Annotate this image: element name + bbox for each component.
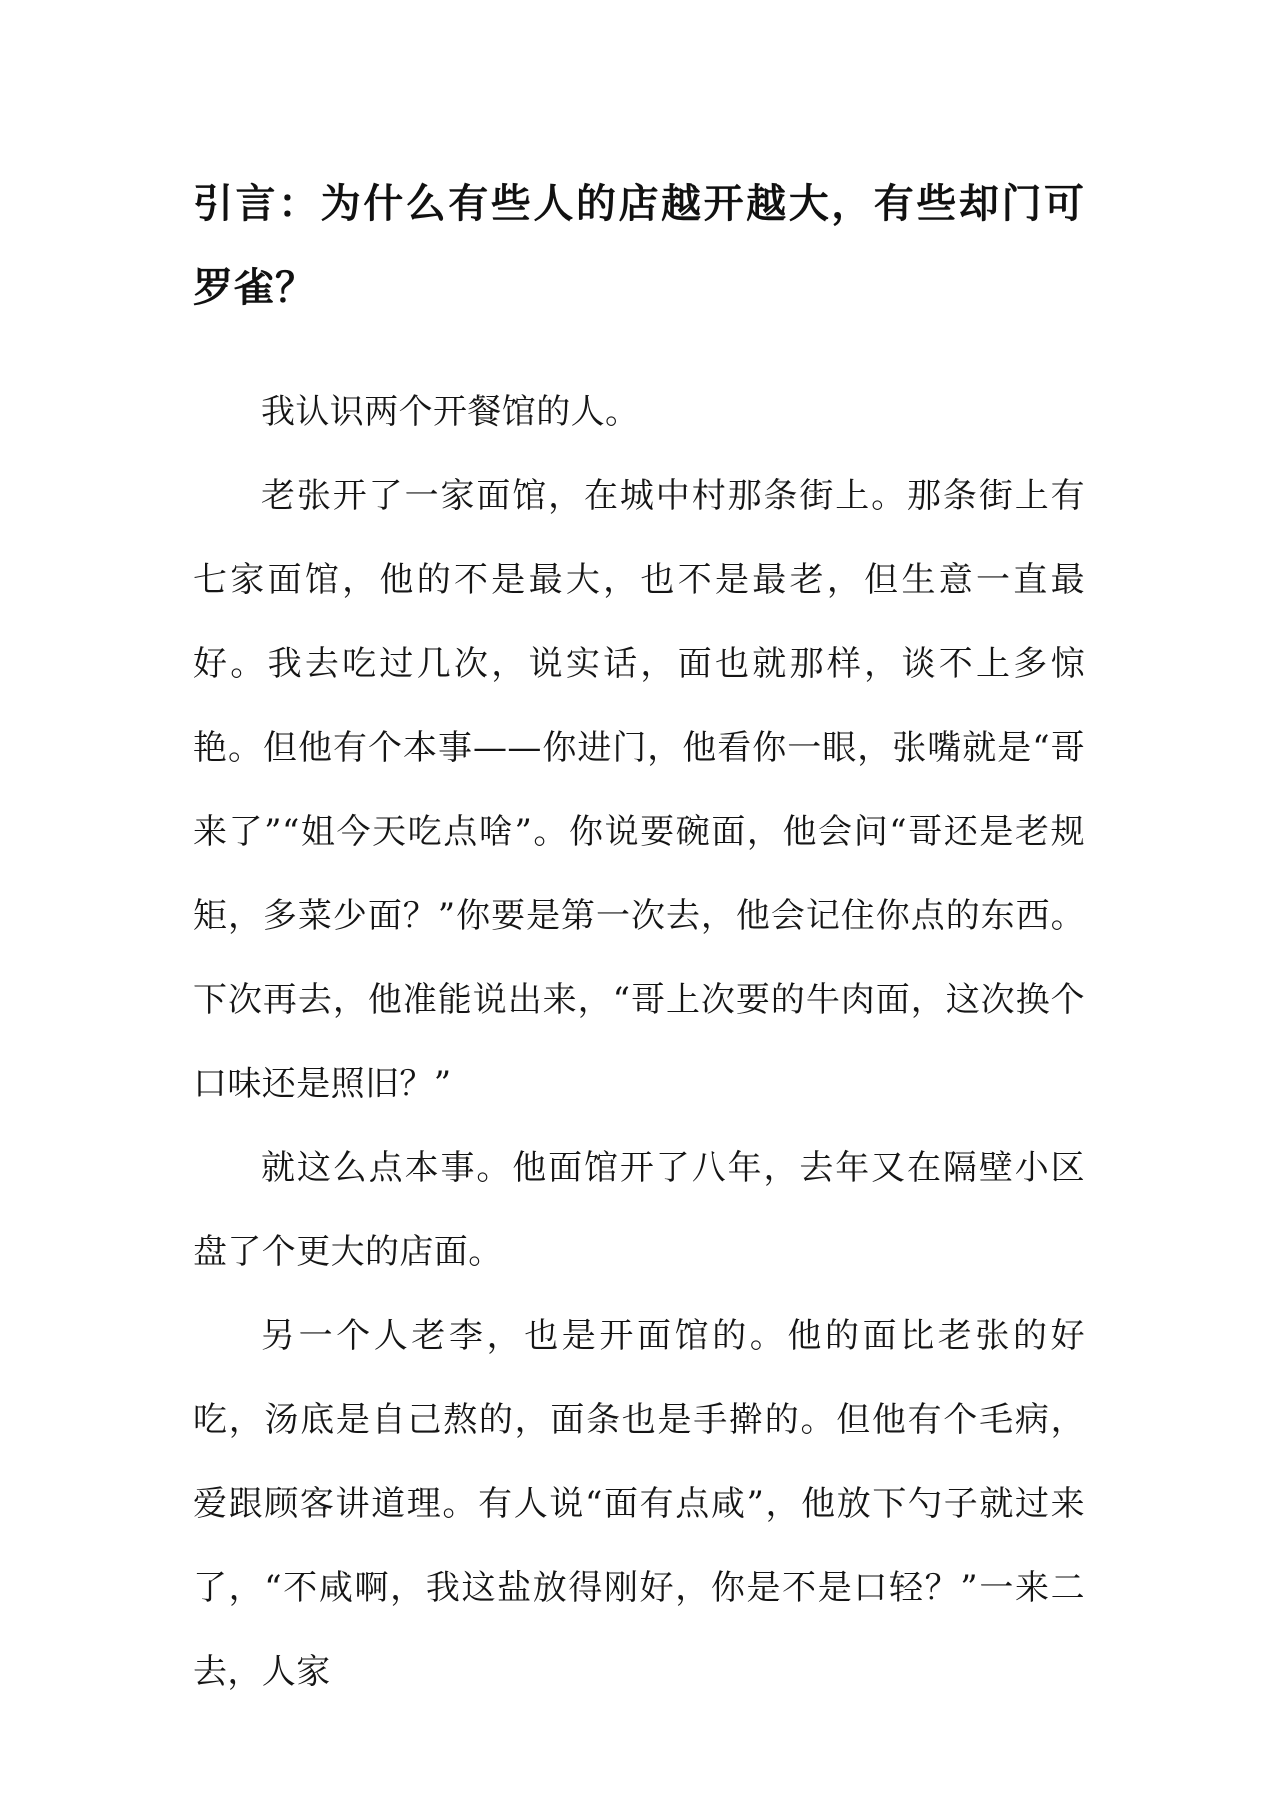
paragraph-3: 就这么点本事。他面馆开了八年，去年又在隔壁小区盘了个更大的店面。: [193, 1148, 1085, 1272]
paragraph-4: 另一个人老李，也是开面馆的。他的面比老张的好吃，汤底是自己熬的，面条也是手擀的。但他有个毛病，爱跟顾客讲道理。有人说“面有点咸”，他放下勺子就过来了，“不咸啊，我这盐放得刚好，你是不是口轻？”一来二去，人家: [193, 1316, 1085, 1692]
document-body: [193, 162, 1085, 1714]
document-title: 引言：为什么有些人的店越开越大，有些却门可罗雀？: [193, 181, 1085, 311]
paragraph-1: 我认识两个开餐馆的人。: [261, 392, 640, 432]
paragraph-2: 老张开了一家面馆，在城中村那条街上。那条街上有七家面馆，他的不是最大，也不是最老，但生意一直最好。我去吃过几次，说实话，面也就那样，谈不上多惊艳。但他有个本事——你进门，他看你一眼，张嘴就是“哥来了”“姐今天吃点啥”。你说要碗面，他会问“哥还是老规矩，多菜少面？”你要是第一次去，他会记住你点的东西。下次再去，他准能说出来，“哥上次要的牛肉面，这次换个口味还是照旧？”: [193, 476, 1085, 1104]
